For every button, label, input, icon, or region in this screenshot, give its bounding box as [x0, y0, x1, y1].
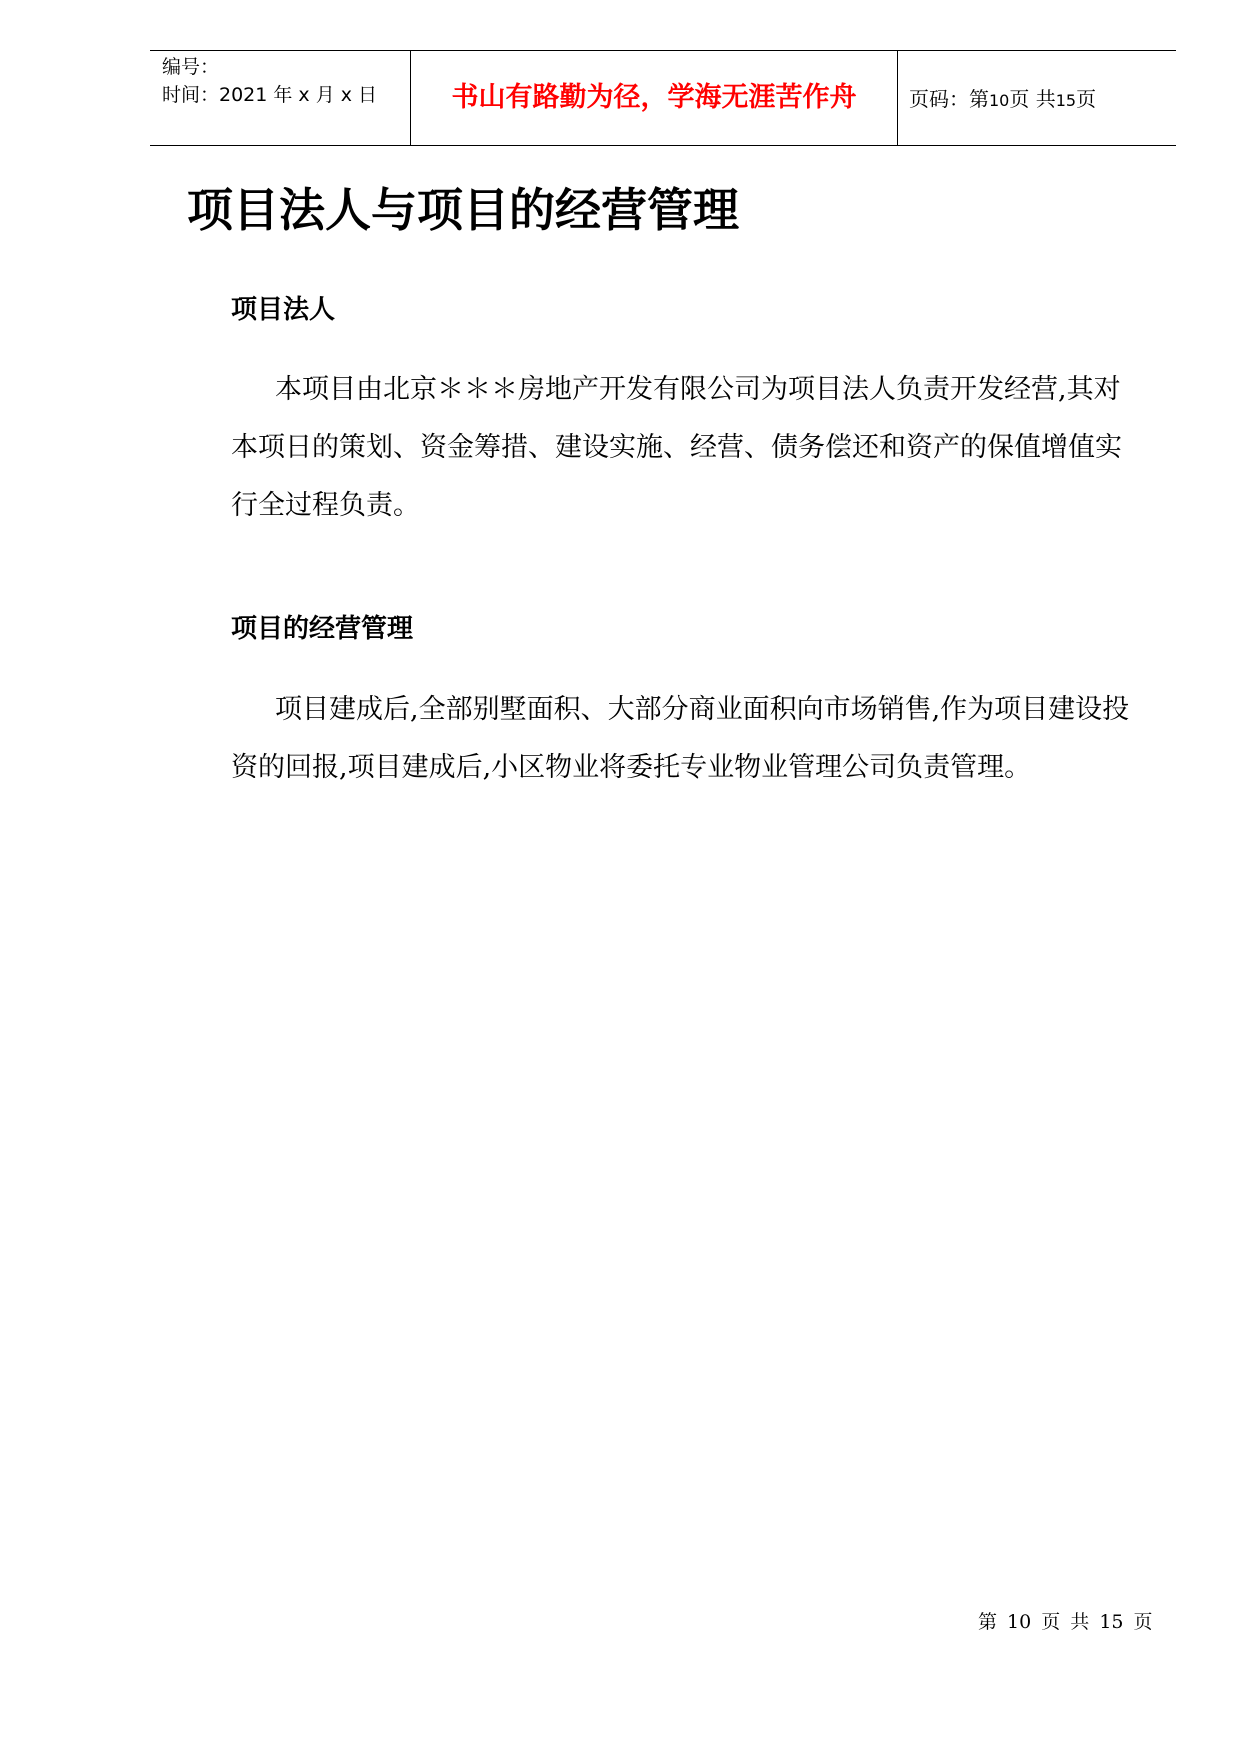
header-motto-cell [410, 51, 898, 145]
page-mid: 页 共 [1009, 87, 1056, 111]
page-footer: 第 10 页 共 15 页 [978, 1611, 1153, 1633]
document-number-label: 编号： [162, 56, 220, 78]
header-page-cell [897, 51, 1176, 145]
document-title: 项目法人与项目的经营管理 [187, 183, 739, 237]
page-suffix: 页 [1076, 87, 1097, 111]
page-header [150, 50, 1176, 146]
page-current: 10 [989, 91, 1010, 110]
header-page-number [909, 84, 1096, 116]
header-info-cell [150, 51, 410, 145]
header-motto: 书山有路勤为径，学海无涯苦作舟 [451, 82, 857, 113]
section-heading-operation-management: 项目的经营管理 [231, 614, 414, 644]
section-paragraph-operation-management: 项目建成后,全部别墅面积、大部分商业面积向市场销售,作为项目建设投资的回报,项目建成后,小区物业将委托专业物业管理公司负责管理。 [231, 694, 1130, 783]
page-prefix: 页码：第 [909, 87, 989, 111]
page-total: 15 [1055, 91, 1077, 110]
section-heading-project-legal-person: 项目法人 [231, 295, 336, 325]
document-time-label: 时间：2021 年 x 月 x 日 [162, 84, 378, 106]
section-paragraph-project-legal-person: 本项目由北京＊＊＊房地产开发有限公司为项目法人负责开发经营,其对本项日的策划、资金筹措、建设实施、经营、债务偿还和资产的保值增值实行全过程负责。 [231, 374, 1122, 521]
